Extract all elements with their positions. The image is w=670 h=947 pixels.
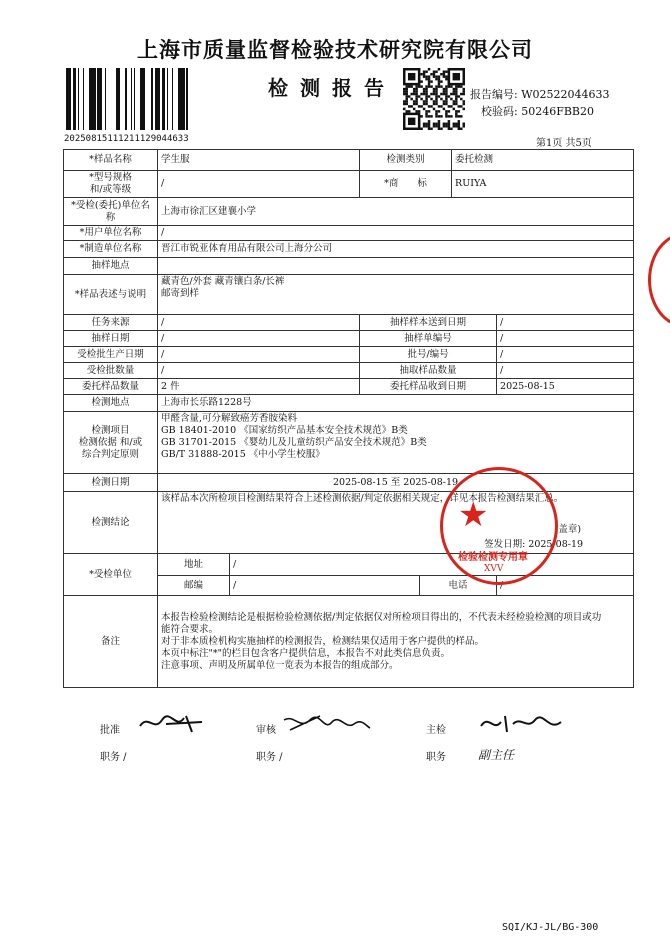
test-type-label: 检测类别: [360, 150, 452, 171]
task-source: /: [158, 315, 360, 331]
maker-label: *制造单位名称: [64, 241, 158, 258]
form-code: SQI/KJ-JL/BG-300: [502, 922, 599, 933]
batch-qty: /: [158, 363, 360, 379]
batch: /: [497, 347, 634, 363]
seal-star-icon: ★: [458, 495, 489, 535]
sample-desc: 藏青色/外套 藏青镶白条/长裤 邮寄到样: [158, 275, 634, 315]
address-label: 地址: [158, 554, 230, 576]
address: /: [230, 554, 634, 576]
organization-name: 上海市质量监督检验技术研究院有限公司: [137, 37, 533, 62]
check-signature: [477, 710, 567, 736]
entrust-qty-label: 委托样品数量: [64, 379, 158, 395]
tel: /: [497, 576, 634, 596]
prod-date-label: 受检批生产日期: [64, 347, 158, 363]
sampling-place: [158, 258, 634, 275]
test-type: 委托检测: [452, 150, 634, 171]
check-label: 主检: [426, 725, 446, 736]
task-source-label: 任务来源: [64, 315, 158, 331]
sampling-date: /: [158, 331, 360, 347]
report-table: [63, 149, 634, 688]
model-label: *型号规格 和/或等级: [64, 171, 158, 198]
test-date: 2025-08-15 至 2025-08-19: [158, 474, 634, 492]
user: /: [158, 226, 634, 241]
conclusion-label: 检测结论: [64, 492, 158, 554]
sampling-no-label: 抽样单编号: [360, 331, 497, 347]
test-place: 上海市长乐路1228号: [158, 395, 634, 412]
side-seal: [648, 232, 670, 328]
arrive-date-label: 抽样样本送到日期: [360, 315, 497, 331]
postcode: /: [230, 576, 420, 596]
check-code: 校验码: 50246FBB20: [481, 105, 594, 118]
test-place-label: 检测地点: [64, 395, 158, 412]
review-duty: 职务 /: [256, 752, 283, 763]
approve-duty: 职务 /: [100, 752, 127, 763]
barcode: [64, 68, 188, 130]
client-label: *受检(委托)单位名称: [64, 198, 158, 226]
sampling-no: /: [497, 331, 634, 347]
approve-signature: [136, 712, 206, 734]
tel-label: 电话: [420, 576, 497, 596]
test-items: 甲醛含量,可分解致癌芳香胺染料 GB 18401-2010 《国家纺织产品基本安全技术规范》B类 GB 31701-2015 《婴幼儿及儿童纺织产品安全技术规范》B类 GB/T 31888-2015 《中小学生校服》: [158, 412, 634, 474]
page-indicator: 第1页 共5页: [536, 138, 592, 149]
draw-qty-label: 抽取样品数量: [360, 363, 497, 379]
postcode-label: 邮编: [158, 576, 230, 596]
check-duty-label: 职务: [426, 752, 446, 763]
batch-qty-label: 受检批数量: [64, 363, 158, 379]
review-signature: [280, 710, 372, 736]
sample-name-label: *样品名称: [64, 150, 158, 171]
draw-qty: /: [497, 363, 634, 379]
seal-center-text: 检验检测专用章: [458, 552, 528, 563]
barcode-number: 20250815111211129044633: [64, 134, 189, 144]
sampling-date-label: 抽样日期: [64, 331, 158, 347]
recv-date-label: 委托样品收到日期: [360, 379, 497, 395]
test-date-label: 检测日期: [64, 474, 158, 492]
recv-date: 2025-08-15: [497, 379, 634, 395]
entrust-qty: 2 件: [158, 379, 360, 395]
seal-number: XVV: [484, 564, 504, 574]
approve-label: 批准: [100, 725, 120, 736]
recv-unit-label: *受检单位: [64, 554, 158, 596]
remarks: 本报告检验检测结论是根据检验检测依据/判定依据仅对所检项目得出的，不代表未经检验检测的项目或功 能符合要求。 对于非本质检机构实施抽样的检测报告，检测结果仅适用于客户提供的样品。 本页中标注"*"的栏目包含客户提供信息，本报告不对此类信息负责。 注意事项、声明及所属单位一览表为本报告的组成部分。: [158, 596, 634, 688]
model: /: [158, 171, 360, 198]
sampling-place-label: 抽样地点: [64, 258, 158, 275]
report-title: 检测报告: [268, 76, 396, 100]
sample-desc-label: *样品表述与说明: [64, 275, 158, 315]
conclusion: 该样品本次所检项目检测结果符合上述检测依据/判定依据相关规定，详见本报告检测结果汇总。 (盖章) 签发日期: 2025-08-19: [158, 492, 634, 554]
arrive-date: /: [497, 315, 634, 331]
trademark-label: *商 标: [360, 171, 452, 198]
client: 上海市徐汇区建襄小学: [158, 198, 634, 226]
user-label: *用户单位名称: [64, 226, 158, 241]
review-label: 审核: [256, 725, 276, 736]
qr-code: [403, 68, 465, 130]
remark-label: 备注: [64, 596, 158, 688]
sample-name: 学生服: [158, 150, 360, 171]
batch-label: 批号/编号: [360, 347, 497, 363]
maker: 晋江市锐亚体育用品有限公司上海分公司: [158, 241, 634, 258]
seal-note: (盖章): [554, 524, 582, 535]
test-items-label: 检测项目 检测依据 和/或 综合判定原则: [64, 412, 158, 474]
issue-date: 签发日期: 2025-08-19: [484, 539, 584, 550]
check-duty: 副主任: [478, 748, 515, 762]
trademark: RUIYA: [452, 171, 634, 198]
prod-date: /: [158, 347, 360, 363]
report-number: 报告编号: W02522044633: [470, 88, 610, 101]
